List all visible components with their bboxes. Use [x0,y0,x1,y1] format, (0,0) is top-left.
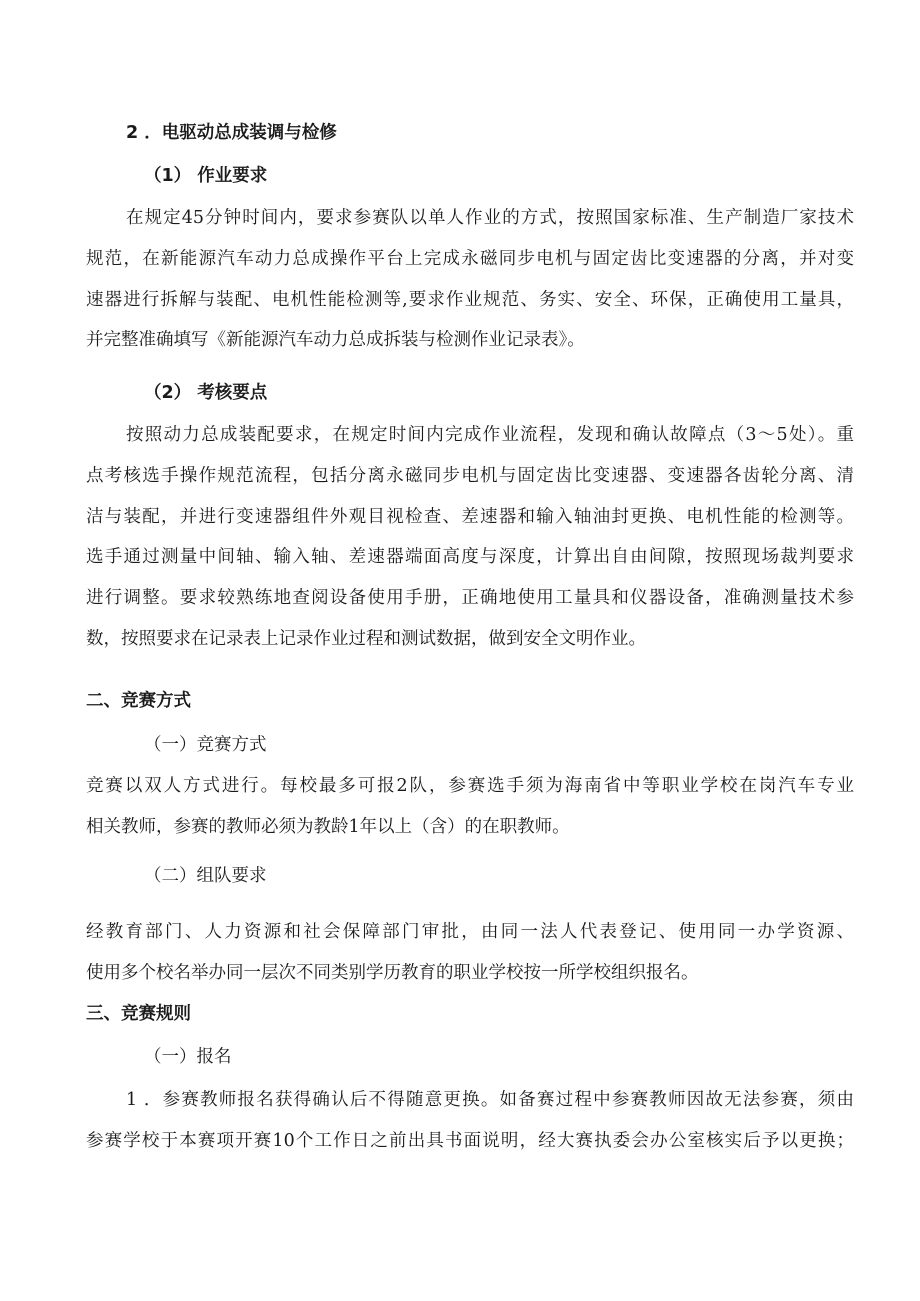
paragraph-signup [86,1080,854,1162]
paragraph-assessment-points [86,415,854,660]
subheading-competition-mode: （一）竞赛方式 [144,735,267,755]
text-line: 相关教师，参赛的教师必须为教龄1年以上（含）的在职教师。 [86,816,570,837]
text-line: 竞赛以双人方式进行。每校最多可报2队，参赛选手须为海南省中等职业学校在岗汽车专业 [86,776,854,796]
text-line: 1 ．参赛教师报名获得确认后不得随意更换。如备赛过程中参赛教师因故无法参赛，须由 [126,1090,854,1110]
text-line: 经教育部门、人力资源和社会保障部门审批，由同一法人代表登记、使用同一办学资源、 [86,922,854,942]
text-line: 选手通过测量中间轴、输入轴、差速器端面高度与深度，计算出自由间隙，按照现场裁判要求 [86,547,854,568]
section-2-heading: 2 ．电驱动总成装调与检修 [126,123,337,143]
paragraph-work-requirements [86,198,854,361]
text-line: 进行调整。要求较熟练地查阅设备使用手册，正确地使用工量具和仪器设备，准确测量技术参 [86,588,854,609]
text-line: 参赛学校于本赛项开赛10个工作日之前出具书面说明，经大赛执委会办公室核实后予以更换； [86,1130,854,1151]
text-line: 速器进行拆解与装配、电机性能检测等,要求作业规范、务实、安全、环保，正确使用工量具， [86,289,854,310]
text-line: 洁与装配，并进行变速器组件外观目视检查、差速器和输入轴油封更换、电机性能的检测等。 [86,506,854,527]
paragraph-team-requirements [86,912,854,994]
text-line: 点考核选手操作规范流程，包括分离永磁同步电机与固定齿比变速器、变速器各齿轮分离、清 [86,465,854,486]
subheading-assessment-points: （2） 考核要点 [144,383,268,403]
text-line: 使用多个校名举办同一层次不同类别学历教育的职业学校按一所学校组织报名。 [86,962,699,983]
subheading-work-requirements: （1） 作业要求 [144,166,268,186]
heading-competition-rules: 三、竞赛规则 [86,1004,191,1024]
text-line: 规范，在新能源汽车动力总成操作平台上完成永磁同步电机与固定齿比变速器的分离，并对变 [86,248,854,269]
heading-competition-mode: 二、竞赛方式 [86,691,191,711]
text-line: 并完整准确填写《新能源汽车动力总成拆装与检测作业记录表》。 [86,330,585,351]
text-line: 按照动力总成装配要求，在规定时间内完成作业流程，发现和确认故障点（3～5处）。重 [126,425,854,445]
text-line: 在规定45分钟时间内，要求参赛队以单人作业的方式，按照国家标准、生产制造厂家技术 [126,208,854,228]
paragraph-competition-mode [86,766,854,848]
subheading-signup: （一）报名 [144,1047,232,1067]
text-line: 数，按照要求在记录表上记录作业过程和测试数据，做到安全文明作业。 [86,628,646,649]
subheading-team-requirements: （二）组队要求 [144,866,267,886]
